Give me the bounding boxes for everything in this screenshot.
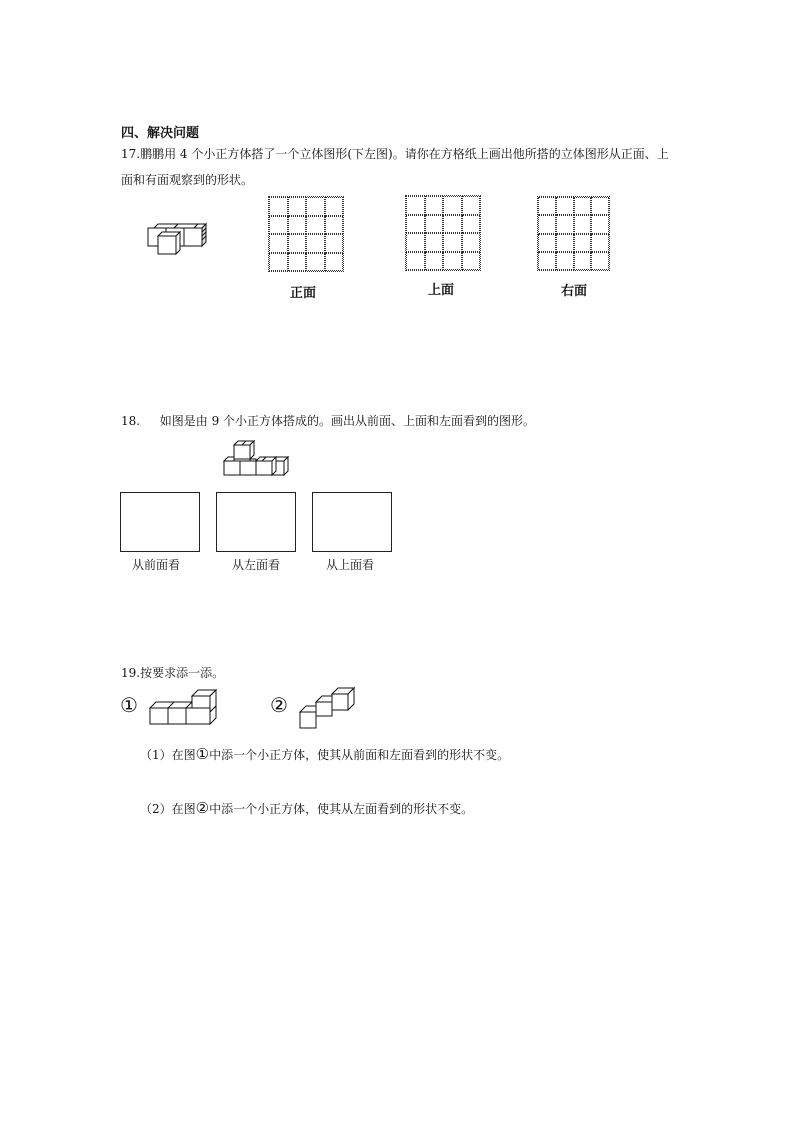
figure-2-marker: ② — [270, 693, 288, 717]
sub1-prefix: （1）在图 — [140, 748, 196, 762]
front-view-label: 正面 — [290, 286, 317, 301]
front-view-box-label: 从前面看 — [132, 558, 181, 572]
sub2-suffix: 中添一个小正方体，使其从左面看到的形状不变。 — [209, 802, 474, 816]
sub2-marker: ② — [195, 799, 210, 817]
question-19-number: 19. — [121, 666, 141, 680]
question-19 — [121, 660, 224, 686]
question-19-sub1 — [140, 745, 509, 763]
top-view-box[interactable] — [312, 492, 392, 552]
question-18 — [121, 408, 535, 434]
left-view-box[interactable] — [216, 492, 296, 552]
figure-1-marker: ① — [120, 693, 138, 717]
question-18-text: 如图是由 9 个小正方体搭成的。画出从前面、上面和左面看到的图形。 — [159, 414, 536, 428]
top-view-grid[interactable] — [405, 195, 481, 271]
q18-cube-figure — [222, 440, 298, 480]
section-title: 四、解决问题 — [121, 126, 200, 141]
sub2-prefix: （2）在图 — [140, 802, 196, 816]
question-17-line1 — [121, 141, 721, 167]
question-18-number: 18. — [121, 414, 141, 428]
right-view-label: 右面 — [561, 284, 588, 299]
front-view-box[interactable] — [120, 492, 200, 552]
top-view-label: 上面 — [428, 283, 455, 298]
front-view-grid[interactable] — [268, 196, 344, 272]
right-view-grid[interactable] — [537, 196, 610, 271]
q19-figure-1 — [148, 690, 220, 728]
question-17-number: 17. — [121, 147, 141, 161]
question-17-text-1: 鹏鹏用 4 个小正方体搭了一个立体图形(下左图)。请你在方格纸上画出他所搭的立体图形从正面、上 — [140, 147, 669, 161]
left-view-box-label: 从左面看 — [232, 558, 281, 572]
question-17-line2: 面和有面观察到的形状。 — [121, 173, 254, 187]
question-17 — [121, 141, 721, 193]
question-19-text: 按要求添一添。 — [140, 666, 225, 680]
question-19-sub2 — [140, 799, 473, 817]
sub1-suffix: 中添一个小正方体，使其从前面和左面看到的形状不变。 — [209, 748, 510, 762]
q17-cube-figure — [140, 222, 220, 262]
sub1-marker: ① — [195, 745, 210, 763]
q19-figure-2 — [298, 688, 358, 730]
top-view-box-label: 从上面看 — [326, 558, 375, 572]
